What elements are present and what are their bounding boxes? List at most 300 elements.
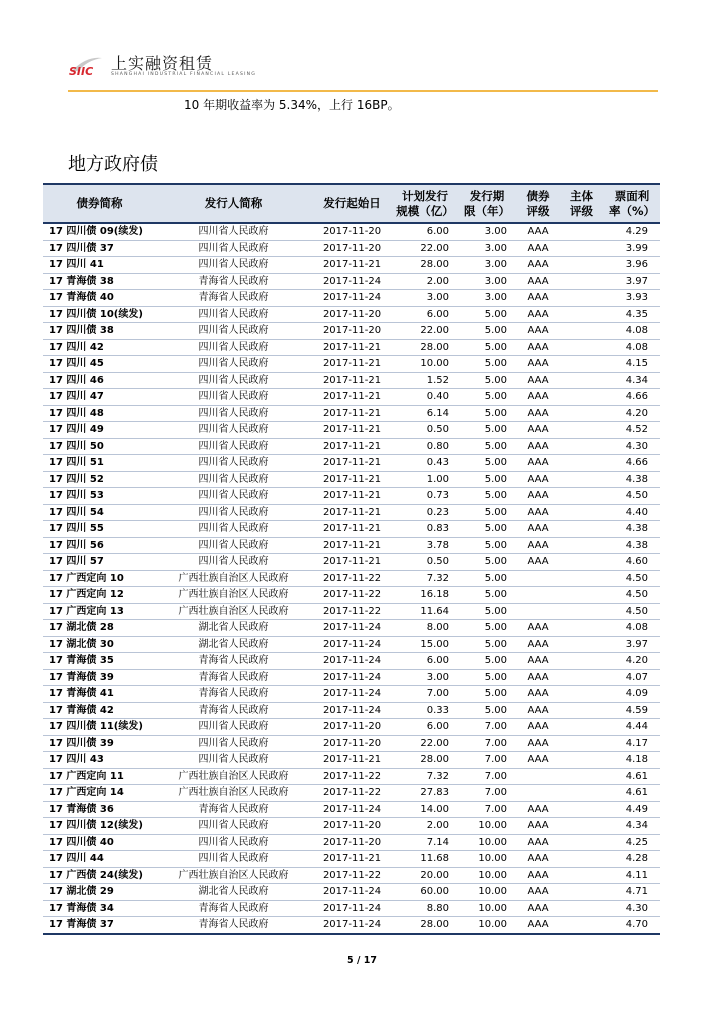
issuer-cell: 青海省人民政府: [156, 290, 311, 307]
coupon-rate-cell: 4.07: [604, 669, 660, 686]
bond-rating-cell: AAA: [517, 653, 559, 670]
bond-name-cell: 17 四川 46: [43, 372, 156, 389]
bond-name-cell: 17 四川 47: [43, 389, 156, 406]
issuer-rating-cell: [559, 290, 604, 307]
table-row: [43, 653, 660, 670]
table-row: [43, 554, 660, 571]
issuer-rating-cell: [559, 570, 604, 587]
coupon-rate-cell: 4.60: [604, 554, 660, 571]
issuer-rating-cell: [559, 603, 604, 620]
issuer-cell: 青海省人民政府: [156, 273, 311, 290]
page-number: 5 / 17: [347, 955, 377, 966]
bond-name-cell: 17 四川 56: [43, 537, 156, 554]
issuer-rating-cell: [559, 735, 604, 752]
issue-scale-cell: 0.33: [393, 702, 457, 719]
bond-rating-cell: AAA: [517, 818, 559, 835]
term-cell: 5.00: [457, 554, 517, 571]
issuer-rating-cell: [559, 537, 604, 554]
issue-scale-cell: 0.73: [393, 488, 457, 505]
issue-date-cell: 2017-11-21: [311, 339, 393, 356]
issuer-cell: 四川省人民政府: [156, 504, 311, 521]
table-row: [43, 801, 660, 818]
table-row: [43, 372, 660, 389]
bond-name-cell: 17 四川 44: [43, 851, 156, 868]
bond-rating-cell: AAA: [517, 834, 559, 851]
coupon-rate-cell: 4.71: [604, 884, 660, 901]
bond-rating-cell: AAA: [517, 422, 559, 439]
issuer-cell: 广西壮族自治区人民政府: [156, 768, 311, 785]
header-issue-scale: 计划发行 规模（亿）: [393, 184, 457, 223]
issuer-rating-cell: [559, 521, 604, 538]
issuer-rating-cell: [559, 223, 604, 240]
issuer-cell: 四川省人民政府: [156, 306, 311, 323]
coupon-rate-cell: 4.34: [604, 818, 660, 835]
bond-name-cell: 17 四川债 37: [43, 240, 156, 257]
issuer-cell: 四川省人民政府: [156, 521, 311, 538]
issuer-rating-cell: [559, 653, 604, 670]
issuer-rating-cell: [559, 339, 604, 356]
issuer-cell: 四川省人民政府: [156, 438, 311, 455]
coupon-rate-cell: 4.08: [604, 323, 660, 340]
issue-date-cell: 2017-11-20: [311, 719, 393, 736]
bond-rating-cell: AAA: [517, 323, 559, 340]
term-cell: 5.00: [457, 405, 517, 422]
bond-rating-cell: AAA: [517, 917, 559, 934]
bond-name-cell: 17 广西定向 12: [43, 587, 156, 604]
issue-scale-cell: 11.68: [393, 851, 457, 868]
issuer-rating-cell: [559, 422, 604, 439]
issue-scale-cell: 1.00: [393, 471, 457, 488]
bond-name-cell: 17 湖北债 30: [43, 636, 156, 653]
issue-date-cell: 2017-11-24: [311, 917, 393, 934]
coupon-rate-cell: 4.18: [604, 752, 660, 769]
bond-rating-cell: AAA: [517, 290, 559, 307]
coupon-rate-cell: 4.38: [604, 471, 660, 488]
coupon-rate-cell: 4.25: [604, 834, 660, 851]
table-row: [43, 603, 660, 620]
table-row: [43, 339, 660, 356]
coupon-rate-cell: 4.34: [604, 372, 660, 389]
issuer-rating-cell: [559, 273, 604, 290]
issue-date-cell: 2017-11-21: [311, 851, 393, 868]
issue-scale-cell: 8.00: [393, 620, 457, 637]
coupon-rate-cell: 4.08: [604, 339, 660, 356]
term-cell: 5.00: [457, 521, 517, 538]
bond-name-cell: 17 青海债 42: [43, 702, 156, 719]
bond-rating-cell: AAA: [517, 455, 559, 472]
bond-rating-cell: [517, 587, 559, 604]
coupon-rate-cell: 4.44: [604, 719, 660, 736]
coupon-rate-cell: 4.09: [604, 686, 660, 703]
bond-rating-cell: AAA: [517, 801, 559, 818]
bond-rating-cell: AAA: [517, 636, 559, 653]
bond-rating-cell: AAA: [517, 537, 559, 554]
issue-date-cell: 2017-11-24: [311, 884, 393, 901]
issuer-cell: 四川省人民政府: [156, 554, 311, 571]
issuer-cell: 广西壮族自治区人民政府: [156, 785, 311, 802]
bond-rating-cell: AAA: [517, 851, 559, 868]
coupon-rate-cell: 4.61: [604, 768, 660, 785]
issue-date-cell: 2017-11-22: [311, 867, 393, 884]
term-cell: 7.00: [457, 752, 517, 769]
issuer-cell: 四川省人民政府: [156, 719, 311, 736]
issuer-rating-cell: [559, 356, 604, 373]
issue-scale-cell: 1.52: [393, 372, 457, 389]
term-cell: 5.00: [457, 636, 517, 653]
issue-scale-cell: 8.80: [393, 900, 457, 917]
issue-scale-cell: 6.00: [393, 306, 457, 323]
table-row: [43, 785, 660, 802]
bond-rating-cell: [517, 768, 559, 785]
bond-rating-cell: AAA: [517, 372, 559, 389]
term-cell: 10.00: [457, 818, 517, 835]
issuer-cell: 湖北省人民政府: [156, 884, 311, 901]
table-row: [43, 290, 660, 307]
issue-scale-cell: 0.83: [393, 521, 457, 538]
issuer-cell: 四川省人民政府: [156, 405, 311, 422]
term-cell: 5.00: [457, 471, 517, 488]
issue-date-cell: 2017-11-24: [311, 636, 393, 653]
issue-scale-cell: 0.43: [393, 455, 457, 472]
issuer-cell: 四川省人民政府: [156, 488, 311, 505]
bond-name-cell: 17 青海债 34: [43, 900, 156, 917]
header-term: 发行期 限（年）: [457, 184, 517, 223]
bond-name-cell: 17 四川 45: [43, 356, 156, 373]
company-logo: [68, 50, 368, 84]
term-cell: 5.00: [457, 323, 517, 340]
issuer-rating-cell: [559, 801, 604, 818]
coupon-rate-cell: 4.52: [604, 422, 660, 439]
issuer-rating-cell: [559, 669, 604, 686]
issuer-cell: 四川省人民政府: [156, 537, 311, 554]
header-bond-name: 债券简称: [43, 184, 156, 223]
term-cell: 10.00: [457, 900, 517, 917]
issuer-rating-cell: [559, 851, 604, 868]
bond-rating-cell: AAA: [517, 620, 559, 637]
table-row: [43, 570, 660, 587]
term-cell: 3.00: [457, 223, 517, 240]
table-row: [43, 471, 660, 488]
term-cell: 5.00: [457, 686, 517, 703]
issue-date-cell: 2017-11-22: [311, 785, 393, 802]
bond-rating-cell: AAA: [517, 257, 559, 274]
issue-date-cell: 2017-11-21: [311, 488, 393, 505]
issue-date-cell: 2017-11-22: [311, 587, 393, 604]
issue-date-cell: 2017-11-24: [311, 273, 393, 290]
issue-date-cell: 2017-11-21: [311, 752, 393, 769]
coupon-rate-cell: 4.17: [604, 735, 660, 752]
issue-scale-cell: 15.00: [393, 636, 457, 653]
coupon-rate-cell: 4.61: [604, 785, 660, 802]
term-cell: 5.00: [457, 504, 517, 521]
issue-scale-cell: 6.00: [393, 653, 457, 670]
table-row: [43, 405, 660, 422]
bond-name-cell: 17 四川 57: [43, 554, 156, 571]
bond-name-cell: 17 四川债 38: [43, 323, 156, 340]
bond-name-cell: 17 四川债 40: [43, 834, 156, 851]
issue-date-cell: 2017-11-24: [311, 620, 393, 637]
table-row: [43, 521, 660, 538]
bond-rating-cell: AAA: [517, 339, 559, 356]
coupon-rate-cell: 3.99: [604, 240, 660, 257]
issue-date-cell: 2017-11-20: [311, 323, 393, 340]
issuer-cell: 湖北省人民政府: [156, 636, 311, 653]
bond-rating-cell: AAA: [517, 719, 559, 736]
issuer-rating-cell: [559, 834, 604, 851]
issue-date-cell: 2017-11-20: [311, 223, 393, 240]
coupon-rate-cell: 4.38: [604, 521, 660, 538]
table-row: [43, 504, 660, 521]
bond-name-cell: 17 四川债 09(续发): [43, 223, 156, 240]
siic-logo-mark: [68, 52, 104, 80]
issuer-cell: 四川省人民政府: [156, 851, 311, 868]
svg-text:SIIC: SIIC: [69, 65, 94, 78]
bond-rating-cell: AAA: [517, 223, 559, 240]
issuer-rating-cell: [559, 389, 604, 406]
table-row: [43, 438, 660, 455]
term-cell: 3.00: [457, 240, 517, 257]
term-cell: 10.00: [457, 867, 517, 884]
term-cell: 7.00: [457, 768, 517, 785]
header-issuer-rating: 主体 评级: [559, 184, 604, 223]
issuer-cell: 广西壮族自治区人民政府: [156, 867, 311, 884]
issue-scale-cell: 2.00: [393, 273, 457, 290]
coupon-rate-cell: 4.50: [604, 603, 660, 620]
bond-name-cell: 17 广西债 24(续发): [43, 867, 156, 884]
bond-rating-cell: AAA: [517, 735, 559, 752]
bond-name-cell: 17 四川 49: [43, 422, 156, 439]
coupon-rate-cell: 4.40: [604, 504, 660, 521]
logo-company-subtitle: SHANGHAI INDUSTRIAL FINANCIAL LEASING: [111, 72, 257, 77]
issuer-cell: 广西壮族自治区人民政府: [156, 570, 311, 587]
issuer-cell: 四川省人民政府: [156, 735, 311, 752]
term-cell: 5.00: [457, 620, 517, 637]
issue-date-cell: 2017-11-20: [311, 818, 393, 835]
issuer-rating-cell: [559, 504, 604, 521]
issue-date-cell: 2017-11-24: [311, 653, 393, 670]
table-row: [43, 702, 660, 719]
issuer-cell: 青海省人民政府: [156, 900, 311, 917]
issue-date-cell: 2017-11-22: [311, 603, 393, 620]
bond-name-cell: 17 四川 50: [43, 438, 156, 455]
issue-date-cell: 2017-11-22: [311, 768, 393, 785]
issue-date-cell: 2017-11-21: [311, 554, 393, 571]
term-cell: 5.00: [457, 587, 517, 604]
term-cell: 3.00: [457, 257, 517, 274]
issue-scale-cell: 0.23: [393, 504, 457, 521]
coupon-rate-cell: 3.96: [604, 257, 660, 274]
term-cell: 5.00: [457, 356, 517, 373]
issue-scale-cell: 14.00: [393, 801, 457, 818]
bond-rating-cell: AAA: [517, 306, 559, 323]
bond-name-cell: 17 四川债 10(续发): [43, 306, 156, 323]
bond-rating-cell: AAA: [517, 521, 559, 538]
term-cell: 5.00: [457, 422, 517, 439]
issuer-rating-cell: [559, 257, 604, 274]
issue-scale-cell: 22.00: [393, 323, 457, 340]
issuer-cell: 四川省人民政府: [156, 818, 311, 835]
header-bond-rating: 债券 评级: [517, 184, 559, 223]
issue-scale-cell: 22.00: [393, 240, 457, 257]
coupon-rate-cell: 3.97: [604, 636, 660, 653]
issue-date-cell: 2017-11-20: [311, 735, 393, 752]
bond-name-cell: 17 青海债 38: [43, 273, 156, 290]
bond-rating-cell: [517, 570, 559, 587]
issuer-rating-cell: [559, 405, 604, 422]
issue-date-cell: 2017-11-24: [311, 669, 393, 686]
issuer-rating-cell: [559, 785, 604, 802]
coupon-rate-cell: 4.28: [604, 851, 660, 868]
issuer-cell: 四川省人民政府: [156, 422, 311, 439]
issue-date-cell: 2017-11-21: [311, 422, 393, 439]
bond-rating-cell: AAA: [517, 240, 559, 257]
bond-rating-cell: AAA: [517, 752, 559, 769]
coupon-rate-cell: 4.15: [604, 356, 660, 373]
table-row: [43, 686, 660, 703]
issuer-cell: 四川省人民政府: [156, 323, 311, 340]
issue-date-cell: 2017-11-21: [311, 372, 393, 389]
table-row: [43, 917, 660, 934]
term-cell: 5.00: [457, 389, 517, 406]
issuer-rating-cell: [559, 306, 604, 323]
term-cell: 5.00: [457, 669, 517, 686]
bond-name-cell: 17 四川债 39: [43, 735, 156, 752]
term-cell: 10.00: [457, 851, 517, 868]
coupon-rate-cell: 4.11: [604, 867, 660, 884]
issuer-rating-cell: [559, 818, 604, 835]
bond-name-cell: 17 广西定向 13: [43, 603, 156, 620]
issue-date-cell: 2017-11-21: [311, 257, 393, 274]
bond-rating-cell: AAA: [517, 867, 559, 884]
issuer-rating-cell: [559, 438, 604, 455]
issue-date-cell: 2017-11-21: [311, 521, 393, 538]
issue-scale-cell: 27.83: [393, 785, 457, 802]
table-row: [43, 257, 660, 274]
bond-name-cell: 17 广西定向 11: [43, 768, 156, 785]
bond-name-cell: 17 青海债 37: [43, 917, 156, 934]
issuer-rating-cell: [559, 702, 604, 719]
bond-name-cell: 17 四川 55: [43, 521, 156, 538]
coupon-rate-cell: 4.35: [604, 306, 660, 323]
issue-date-cell: 2017-11-21: [311, 405, 393, 422]
table-row: [43, 422, 660, 439]
issue-scale-cell: 3.00: [393, 669, 457, 686]
bond-name-cell: 17 四川 48: [43, 405, 156, 422]
term-cell: 5.00: [457, 537, 517, 554]
issuer-cell: 广西壮族自治区人民政府: [156, 603, 311, 620]
issuer-rating-cell: [559, 636, 604, 653]
table-row: [43, 223, 660, 240]
table-row: [43, 323, 660, 340]
table-row: [43, 455, 660, 472]
issue-date-cell: 2017-11-24: [311, 801, 393, 818]
bond-rating-cell: AAA: [517, 356, 559, 373]
bond-name-cell: 17 四川 53: [43, 488, 156, 505]
issue-date-cell: 2017-11-21: [311, 537, 393, 554]
table-row: [43, 735, 660, 752]
issue-scale-cell: 7.14: [393, 834, 457, 851]
term-cell: 7.00: [457, 719, 517, 736]
coupon-rate-cell: 4.50: [604, 488, 660, 505]
issue-date-cell: 2017-11-21: [311, 356, 393, 373]
issuer-cell: 四川省人民政府: [156, 356, 311, 373]
issuer-cell: 广西壮族自治区人民政府: [156, 587, 311, 604]
bond-rating-cell: AAA: [517, 488, 559, 505]
bond-rating-cell: AAA: [517, 669, 559, 686]
issue-scale-cell: 0.40: [393, 389, 457, 406]
coupon-rate-cell: 4.50: [604, 570, 660, 587]
term-cell: 5.00: [457, 702, 517, 719]
bond-name-cell: 17 四川 52: [43, 471, 156, 488]
term-cell: 5.00: [457, 570, 517, 587]
issue-scale-cell: 28.00: [393, 257, 457, 274]
issue-scale-cell: 0.80: [393, 438, 457, 455]
issue-scale-cell: 28.00: [393, 917, 457, 934]
term-cell: 5.00: [457, 438, 517, 455]
term-cell: 10.00: [457, 834, 517, 851]
table-row: [43, 884, 660, 901]
issuer-cell: 四川省人民政府: [156, 240, 311, 257]
coupon-rate-cell: 4.66: [604, 455, 660, 472]
coupon-rate-cell: 4.49: [604, 801, 660, 818]
table-row: [43, 306, 660, 323]
bond-rating-cell: AAA: [517, 884, 559, 901]
coupon-rate-cell: 4.20: [604, 405, 660, 422]
term-cell: 5.00: [457, 306, 517, 323]
term-cell: 5.00: [457, 339, 517, 356]
issue-scale-cell: 0.50: [393, 554, 457, 571]
section-title: 地方政府债: [68, 154, 158, 175]
bond-rating-cell: AAA: [517, 438, 559, 455]
issue-scale-cell: 3.78: [393, 537, 457, 554]
logo-company-name: 上实融资租赁: [111, 54, 214, 73]
bond-rating-cell: [517, 603, 559, 620]
issue-scale-cell: 16.18: [393, 587, 457, 604]
issue-scale-cell: 6.00: [393, 223, 457, 240]
issuer-rating-cell: [559, 323, 604, 340]
issue-scale-cell: 0.50: [393, 422, 457, 439]
issue-date-cell: 2017-11-21: [311, 438, 393, 455]
bond-name-cell: 17 青海债 41: [43, 686, 156, 703]
issue-scale-cell: 22.00: [393, 735, 457, 752]
issue-scale-cell: 2.00: [393, 818, 457, 835]
coupon-rate-cell: 4.08: [604, 620, 660, 637]
issuer-rating-cell: [559, 471, 604, 488]
issuer-cell: 四川省人民政府: [156, 455, 311, 472]
issuer-cell: 青海省人民政府: [156, 653, 311, 670]
coupon-rate-cell: 4.20: [604, 653, 660, 670]
bond-rating-cell: AAA: [517, 504, 559, 521]
issuer-cell: 四川省人民政府: [156, 389, 311, 406]
table-row: [43, 636, 660, 653]
bond-rating-cell: AAA: [517, 471, 559, 488]
issuer-rating-cell: [559, 372, 604, 389]
issue-date-cell: 2017-11-24: [311, 900, 393, 917]
term-cell: 5.00: [457, 653, 517, 670]
issuer-rating-cell: [559, 867, 604, 884]
coupon-rate-cell: 4.50: [604, 587, 660, 604]
bond-name-cell: 17 四川债 11(续发): [43, 719, 156, 736]
issue-scale-cell: 11.64: [393, 603, 457, 620]
issue-date-cell: 2017-11-20: [311, 240, 393, 257]
issue-date-cell: 2017-11-24: [311, 290, 393, 307]
table-row: [43, 900, 660, 917]
issue-date-cell: 2017-11-21: [311, 504, 393, 521]
issuer-rating-cell: [559, 488, 604, 505]
bond-name-cell: 17 四川 42: [43, 339, 156, 356]
table-row: [43, 240, 660, 257]
table-row: [43, 273, 660, 290]
